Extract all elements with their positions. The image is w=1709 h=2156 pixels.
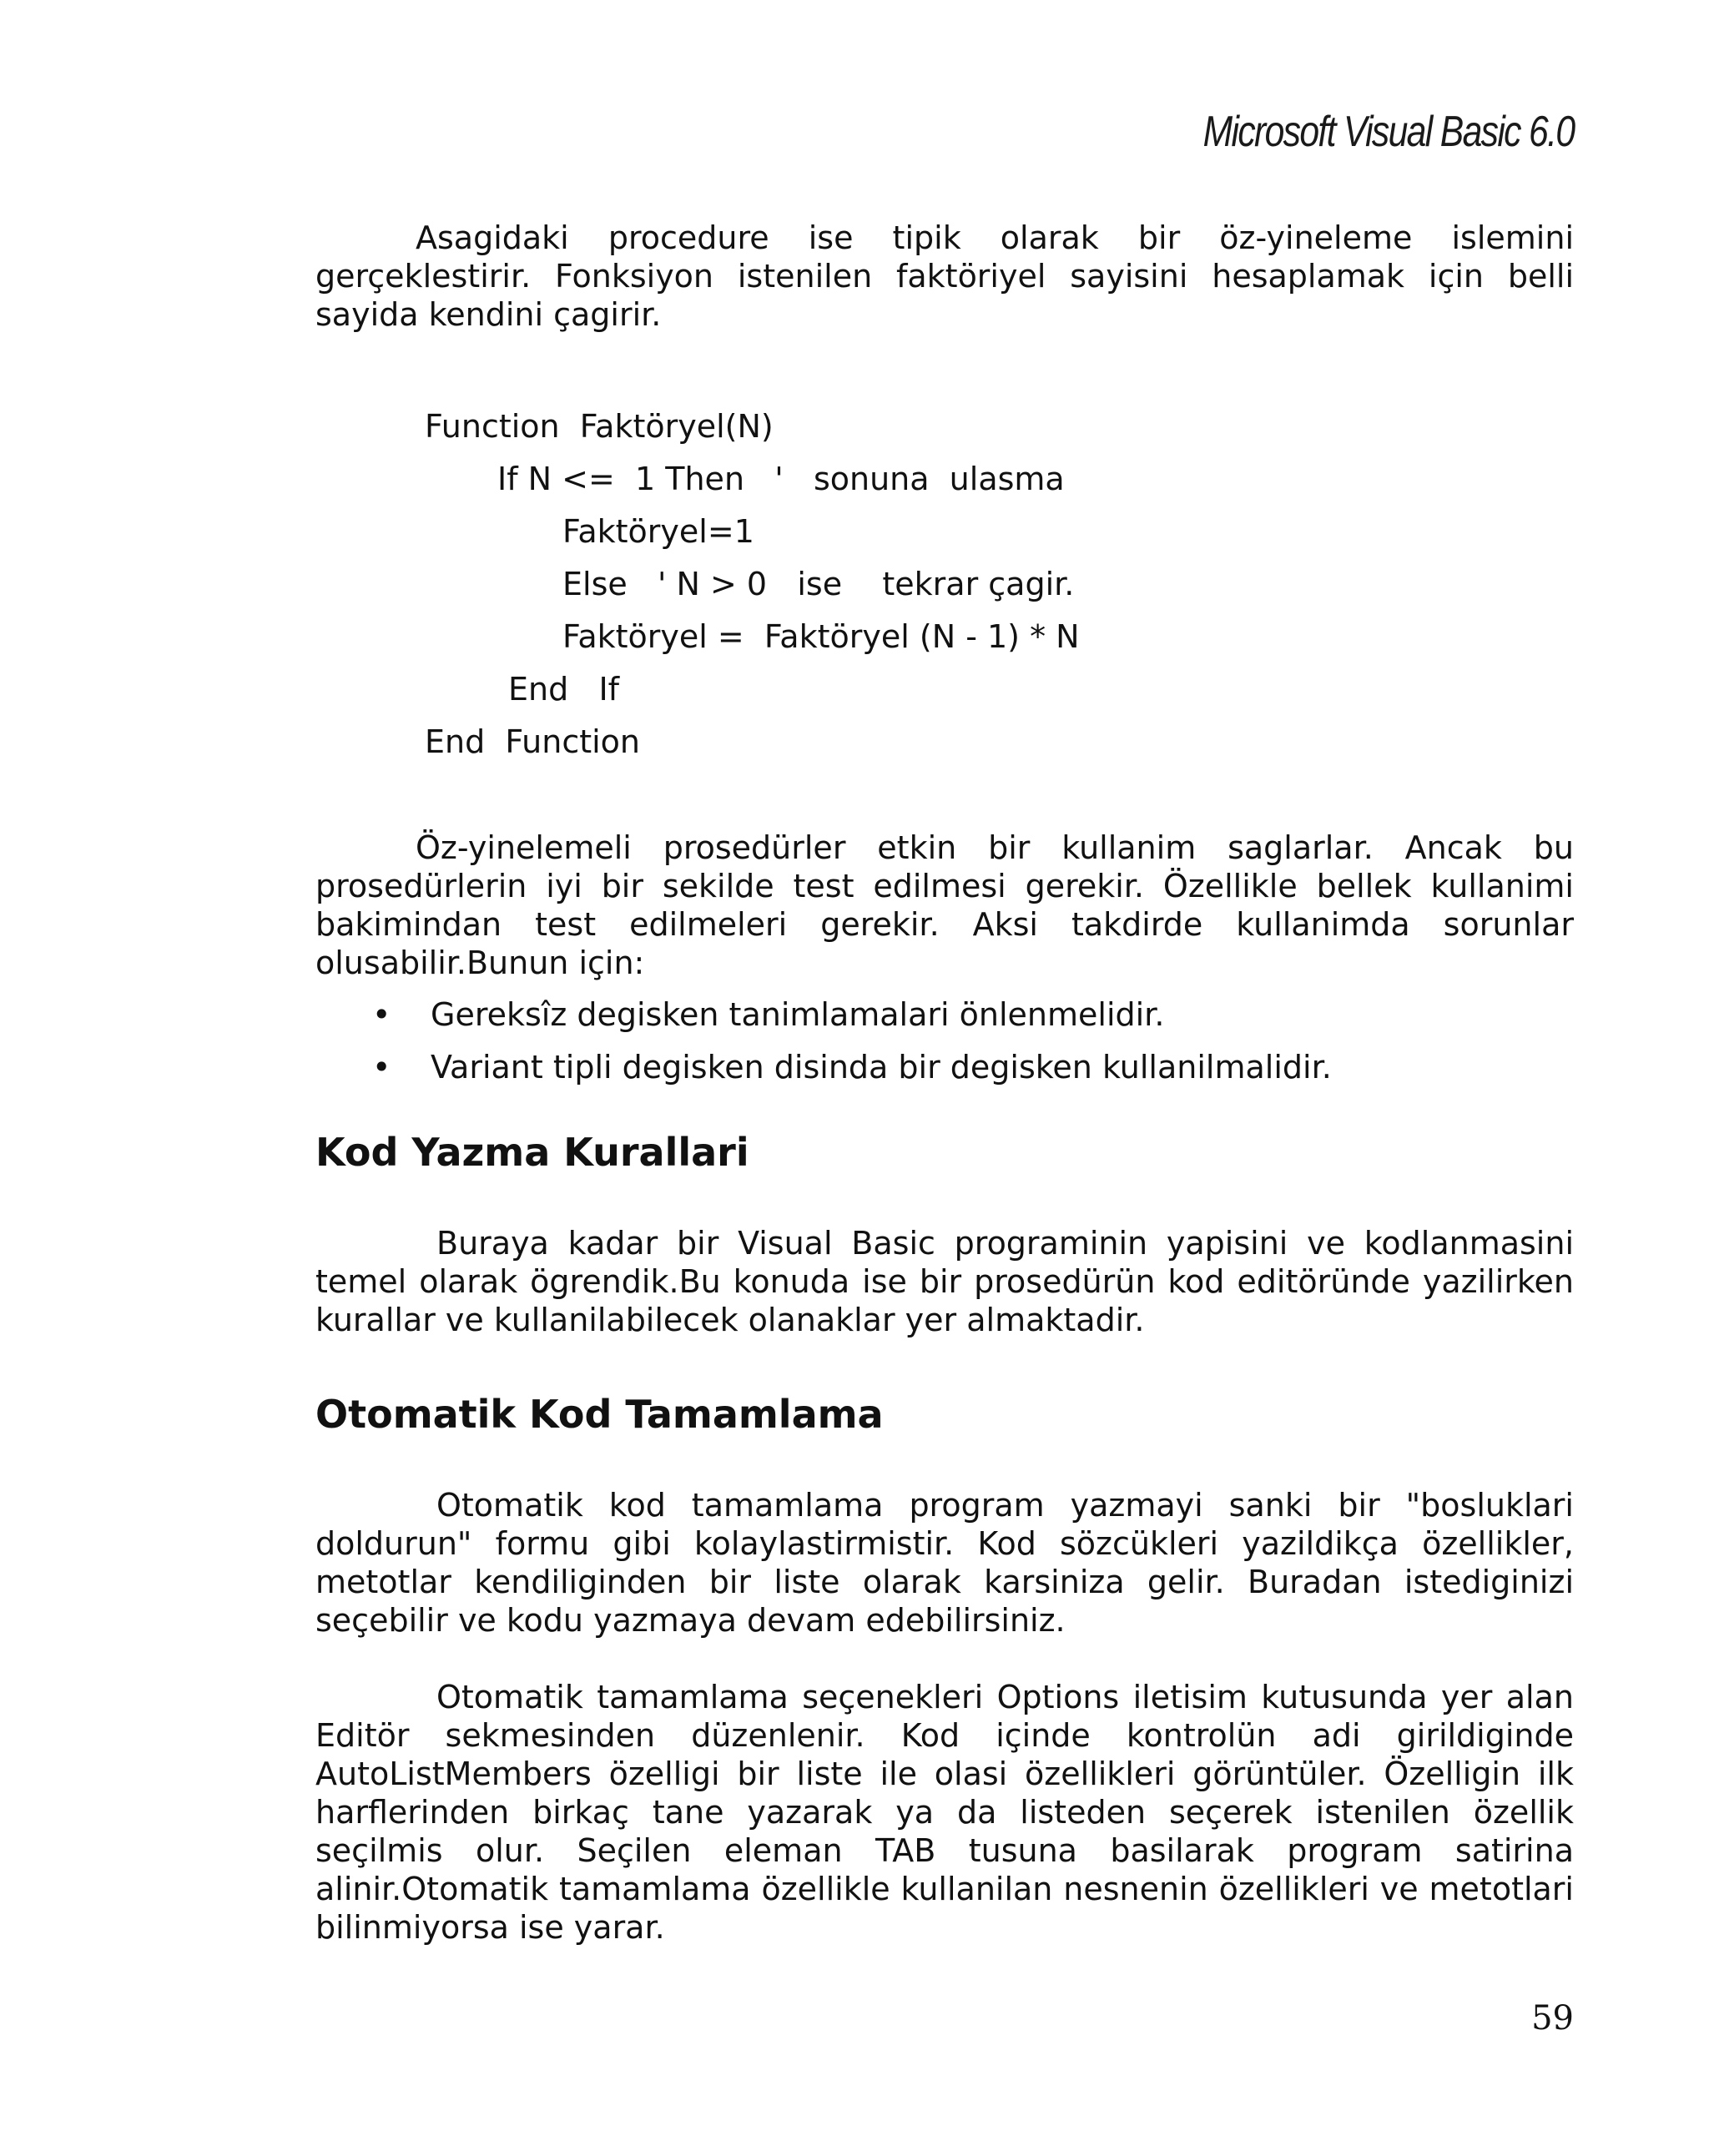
- section-heading: Kod Yazma Kurallari: [315, 1130, 749, 1175]
- bullet-icon: •: [372, 1049, 391, 1086]
- intro-paragraph: Asagidaki procedure ise tipik olarak bir öz-yineleme islemini gerçeklestirir. Fonksiyon istenilen faktöriyel sayisini hesaplamak için belli sayida kendini çagirir.: [315, 219, 1574, 333]
- list-item: [315, 989, 1574, 1041]
- code-block: [315, 400, 1574, 768]
- list-item: [315, 1041, 1574, 1094]
- section-paragraph: Otomatik tamamlama seçenekleri Options iletisim kutusunda yer alan Editör sekmesinden düzenlenir. Kod içinde kontrolün adi girildiginde AutoListMembers özelligi bir liste ile olasi özellikleri görüntüler. Özelligin ilk harflerinden birkaç tane yazarak ya da listeden seçerek istenilen özellik seçilmis olur. Seçilen eleman TAB tusuna basilarak program satirina alinir.Otomatik tamamlama özellikle kullanilan nesnenin özellikleri ve metotlari bilinmiyorsa ise yarar.: [315, 1679, 1574, 1946]
- page-header-title: Microsoft Visual Basic 6.0: [1202, 108, 1574, 156]
- code-line: End If: [508, 671, 620, 708]
- section-paragraph: Otomatik kod tamamlama program yazmayi sanki bir "bosluklari doldurun" formu gibi kolaylastirmistir. Kod sözcükleri yazildikça özellikler, metotlar kendiliginden bir liste olarak karsiniza gelir. Buradan istediginizi seçebilir ve kodu yazmaya devam edebilirsiniz.: [315, 1487, 1574, 1639]
- page-number: 59: [1531, 1999, 1574, 2038]
- code-line: Else ' N > 0 ise tekrar çagir.: [562, 566, 1075, 602]
- list-item-text: Gereksîz degisken tanimlamalari önlenmelidir.: [431, 996, 1165, 1033]
- code-line: If N <= 1 Then ' sonuna ulasma: [497, 461, 1065, 497]
- section-paragraph: Buraya kadar bir Visual Basic programinin yapisini ve kodlanmasini temel olarak ögrendik.Bu konuda ise bir prosedürün kod editöründe yazilirken kurallar ve kullanilabilecek olanaklar yer almaktadir.: [315, 1225, 1574, 1338]
- code-line: End Function: [425, 723, 641, 760]
- section-heading: Otomatik Kod Tamamlama: [315, 1392, 884, 1437]
- list-item-text: Variant tipli degisken disinda bir degisken kullanilmalidir.: [431, 1049, 1332, 1086]
- bullet-icon: •: [372, 996, 391, 1033]
- recursion-paragraph: Öz-yinelemeli prosedürler etkin bir kullanim saglarlar. Ancak bu prosedürlerin iyi bir sekilde test edilmesi gerekir. Özellikle bellek kullanimi bakimindan test edilmeleri gerekir. Aksi takdirde kullanimda sorunlar olusabilir.Bunun için:: [315, 829, 1574, 981]
- code-line: Faktöryel = Faktöryel (N - 1) * N: [562, 618, 1080, 655]
- code-line: Faktöryel=1: [562, 513, 754, 550]
- page-content: [315, 219, 1574, 1947]
- code-line: Function Faktöryel(N): [425, 408, 774, 445]
- bullet-list: [315, 989, 1574, 1094]
